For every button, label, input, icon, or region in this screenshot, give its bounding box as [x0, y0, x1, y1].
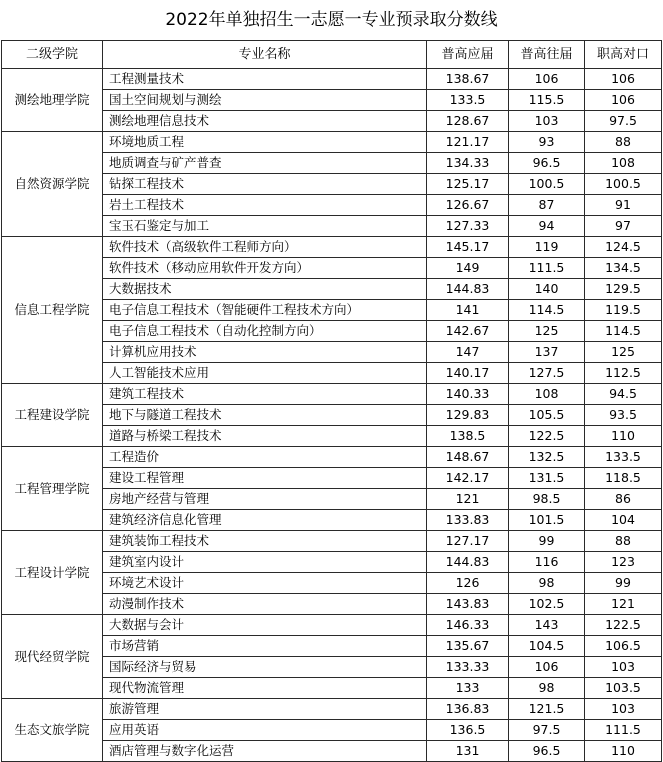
score-vocational: 97.5	[585, 111, 662, 132]
score-regular-current: 140.33	[427, 384, 509, 405]
table-header-row	[2, 41, 662, 69]
score-regular-current: 131	[427, 741, 509, 762]
college-cell: 自然资源学院	[2, 132, 103, 237]
major-name-cell: 建筑装饰工程技术	[103, 531, 427, 552]
college-cell: 工程管理学院	[2, 447, 103, 531]
score-vocational: 119.5	[585, 300, 662, 321]
college-cell: 现代经贸学院	[2, 615, 103, 699]
score-regular-previous: 116	[509, 552, 585, 573]
major-name-cell: 大数据技术	[103, 279, 427, 300]
college-cell: 工程建设学院	[2, 384, 103, 447]
score-regular-previous: 103	[509, 111, 585, 132]
major-name-cell: 旅游管理	[103, 699, 427, 720]
major-name-cell: 道路与桥梁工程技术	[103, 426, 427, 447]
score-regular-current: 136.5	[427, 720, 509, 741]
college-cell: 测绘地理学院	[2, 69, 103, 132]
score-regular-previous: 115.5	[509, 90, 585, 111]
header-regular-previous: 普高往届	[509, 41, 585, 69]
score-regular-previous: 106	[509, 657, 585, 678]
college-cell: 工程设计学院	[2, 531, 103, 615]
major-name-cell: 建筑经济信息化管理	[103, 510, 427, 531]
table-row	[2, 132, 662, 153]
table-row	[2, 384, 662, 405]
score-regular-previous: 127.5	[509, 363, 585, 384]
header-vocational: 职高对口	[585, 41, 662, 69]
score-regular-current: 133.33	[427, 657, 509, 678]
table-row	[2, 531, 662, 552]
major-name-cell: 大数据与会计	[103, 615, 427, 636]
score-regular-current: 140.17	[427, 363, 509, 384]
score-regular-previous: 99	[509, 531, 585, 552]
score-regular-previous: 98.5	[509, 489, 585, 510]
score-regular-previous: 93	[509, 132, 585, 153]
score-vocational: 88	[585, 132, 662, 153]
college-cell: 生态文旅学院	[2, 699, 103, 762]
score-vocational: 112.5	[585, 363, 662, 384]
score-regular-current: 133.83	[427, 510, 509, 531]
score-vocational: 129.5	[585, 279, 662, 300]
score-regular-current: 138.67	[427, 69, 509, 90]
score-vocational: 134.5	[585, 258, 662, 279]
score-regular-current: 144.83	[427, 279, 509, 300]
score-regular-previous: 143	[509, 615, 585, 636]
score-regular-current: 121.17	[427, 132, 509, 153]
score-regular-current: 133.5	[427, 90, 509, 111]
score-vocational: 125	[585, 342, 662, 363]
score-regular-current: 126.67	[427, 195, 509, 216]
score-regular-previous: 137	[509, 342, 585, 363]
major-name-cell: 建设工程管理	[103, 468, 427, 489]
score-regular-previous: 114.5	[509, 300, 585, 321]
major-name-cell: 建筑室内设计	[103, 552, 427, 573]
major-name-cell: 工程测量技术	[103, 69, 427, 90]
score-regular-current: 148.67	[427, 447, 509, 468]
header-major: 专业名称	[103, 41, 427, 69]
score-regular-previous: 96.5	[509, 741, 585, 762]
table-row	[2, 237, 662, 258]
score-regular-previous: 111.5	[509, 258, 585, 279]
major-name-cell: 地下与隧道工程技术	[103, 405, 427, 426]
score-regular-current: 142.67	[427, 321, 509, 342]
score-regular-current: 143.83	[427, 594, 509, 615]
score-regular-previous: 119	[509, 237, 585, 258]
score-vocational: 114.5	[585, 321, 662, 342]
major-name-cell: 电子信息工程技术（自动化控制方向）	[103, 321, 427, 342]
major-name-cell: 地质调查与矿产普查	[103, 153, 427, 174]
major-name-cell: 钻探工程技术	[103, 174, 427, 195]
score-regular-current: 125.17	[427, 174, 509, 195]
major-name-cell: 软件技术（移动应用软件开发方向）	[103, 258, 427, 279]
score-vocational: 122.5	[585, 615, 662, 636]
score-vocational: 108	[585, 153, 662, 174]
major-name-cell: 现代物流管理	[103, 678, 427, 699]
major-name-cell: 动漫制作技术	[103, 594, 427, 615]
major-name-cell: 软件技术（高级软件工程师方向）	[103, 237, 427, 258]
table-body	[2, 69, 662, 762]
score-regular-previous: 121.5	[509, 699, 585, 720]
score-vocational: 104	[585, 510, 662, 531]
score-regular-previous: 97.5	[509, 720, 585, 741]
score-vocational: 106	[585, 90, 662, 111]
score-regular-previous: 140	[509, 279, 585, 300]
score-regular-previous: 98	[509, 573, 585, 594]
score-regular-current: 135.67	[427, 636, 509, 657]
score-regular-current: 133	[427, 678, 509, 699]
score-regular-current: 129.83	[427, 405, 509, 426]
score-vocational: 110	[585, 741, 662, 762]
score-vocational: 86	[585, 489, 662, 510]
score-regular-previous: 104.5	[509, 636, 585, 657]
score-vocational: 103	[585, 699, 662, 720]
major-name-cell: 电子信息工程技术（智能硬件工程技术方向）	[103, 300, 427, 321]
college-cell: 信息工程学院	[2, 237, 103, 384]
score-vocational: 106	[585, 69, 662, 90]
major-name-cell: 国土空间规划与测绘	[103, 90, 427, 111]
page-title: 2022年单独招生一志愿一专业预录取分数线	[165, 10, 498, 30]
score-regular-current: 145.17	[427, 237, 509, 258]
score-regular-current: 136.83	[427, 699, 509, 720]
score-vocational: 94.5	[585, 384, 662, 405]
major-name-cell: 测绘地理信息技术	[103, 111, 427, 132]
score-regular-current: 127.33	[427, 216, 509, 237]
score-vocational: 118.5	[585, 468, 662, 489]
score-regular-previous: 125	[509, 321, 585, 342]
major-name-cell: 建筑工程技术	[103, 384, 427, 405]
score-regular-current: 149	[427, 258, 509, 279]
score-regular-previous: 108	[509, 384, 585, 405]
table-row	[2, 615, 662, 636]
score-regular-current: 138.5	[427, 426, 509, 447]
score-vocational: 124.5	[585, 237, 662, 258]
score-vocational: 103	[585, 657, 662, 678]
table-row	[2, 69, 662, 90]
score-regular-previous: 105.5	[509, 405, 585, 426]
score-regular-previous: 98	[509, 678, 585, 699]
major-name-cell: 酒店管理与数字化运营	[103, 741, 427, 762]
major-name-cell: 国际经济与贸易	[103, 657, 427, 678]
score-regular-current: 147	[427, 342, 509, 363]
header-regular-current: 普高应届	[427, 41, 509, 69]
score-vocational: 133.5	[585, 447, 662, 468]
score-regular-previous: 101.5	[509, 510, 585, 531]
score-regular-current: 142.17	[427, 468, 509, 489]
score-regular-previous: 122.5	[509, 426, 585, 447]
score-regular-current: 134.33	[427, 153, 509, 174]
major-name-cell: 房地产经营与管理	[103, 489, 427, 510]
score-vocational: 110	[585, 426, 662, 447]
score-regular-previous: 87	[509, 195, 585, 216]
score-regular-current: 126	[427, 573, 509, 594]
score-vocational: 100.5	[585, 174, 662, 195]
score-vocational: 88	[585, 531, 662, 552]
score-regular-previous: 96.5	[509, 153, 585, 174]
score-vocational: 97	[585, 216, 662, 237]
table-row	[2, 699, 662, 720]
score-vocational: 103.5	[585, 678, 662, 699]
score-regular-current: 144.83	[427, 552, 509, 573]
score-regular-current: 146.33	[427, 615, 509, 636]
score-vocational: 123	[585, 552, 662, 573]
major-name-cell: 环境地质工程	[103, 132, 427, 153]
header-college: 二级学院	[2, 41, 103, 69]
table-row	[2, 447, 662, 468]
score-table	[1, 40, 662, 762]
score-vocational: 121	[585, 594, 662, 615]
score-regular-previous: 131.5	[509, 468, 585, 489]
major-name-cell: 应用英语	[103, 720, 427, 741]
score-vocational: 111.5	[585, 720, 662, 741]
score-regular-current: 128.67	[427, 111, 509, 132]
score-regular-current: 127.17	[427, 531, 509, 552]
score-regular-current: 141	[427, 300, 509, 321]
major-name-cell: 宝玉石鉴定与加工	[103, 216, 427, 237]
score-regular-previous: 100.5	[509, 174, 585, 195]
score-vocational: 93.5	[585, 405, 662, 426]
major-name-cell: 市场营销	[103, 636, 427, 657]
score-vocational: 91	[585, 195, 662, 216]
score-regular-previous: 106	[509, 69, 585, 90]
major-name-cell: 环境艺术设计	[103, 573, 427, 594]
score-regular-current: 121	[427, 489, 509, 510]
major-name-cell: 工程造价	[103, 447, 427, 468]
score-vocational: 99	[585, 573, 662, 594]
score-regular-previous: 94	[509, 216, 585, 237]
score-regular-previous: 132.5	[509, 447, 585, 468]
score-vocational: 106.5	[585, 636, 662, 657]
major-name-cell: 计算机应用技术	[103, 342, 427, 363]
score-regular-previous: 102.5	[509, 594, 585, 615]
major-name-cell: 岩土工程技术	[103, 195, 427, 216]
major-name-cell: 人工智能技术应用	[103, 363, 427, 384]
